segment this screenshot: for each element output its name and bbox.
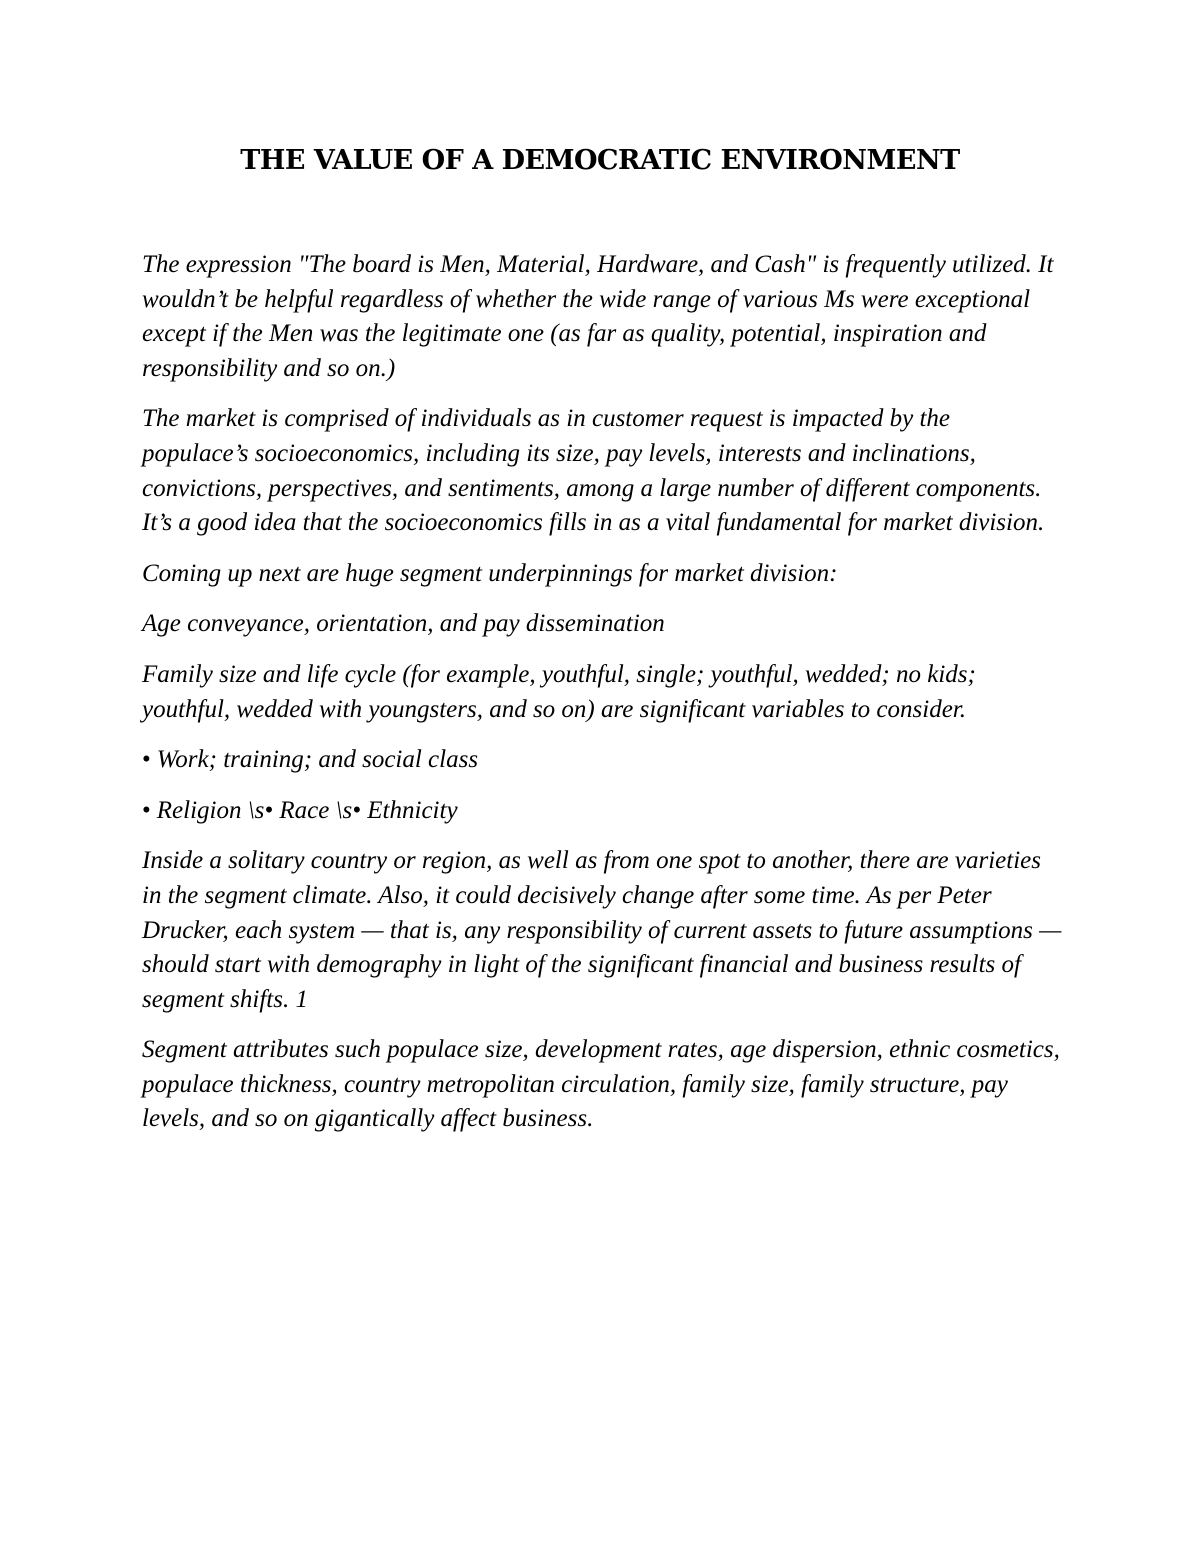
document-body (142, 248, 1062, 1153)
bullet-item-work (142, 743, 1062, 778)
bullet-text: Work; training; and social class (156, 746, 479, 774)
bullet-text: Religion \s• Race \s• Ethnicity (156, 796, 458, 824)
paragraph-age: Age conveyance, orientation, and pay dissemination (142, 610, 665, 638)
bullet-item-religion (142, 794, 1062, 829)
paragraph-segment-intro: Coming up next are huge segment underpinnings for market division: (142, 559, 838, 587)
paragraph-family: Family size and life cycle (for example, youthful, single; youthful, wedded; no kids; youthful, wedded with youngsters, and so on) are significant variables to consider. (142, 660, 976, 723)
paragraph-intro: The expression "The board is Men, Material, Hardware, and Cash" is frequently utilized. It wouldn’t be helpful regardless of whether the wide range of various Ms were exceptional except if the Men was the legitimate one (as far as quality, potential, inspiration and responsibility and so on.) (142, 251, 1054, 382)
document-title: THE VALUE OF A DEMOCRATIC ENVIRONMENT (240, 145, 960, 176)
paragraph-market: The market is comprised of individuals as in customer request is impacted by the populace’s socioeconomics, including its size, pay levels, interests and inclinations, convictions, perspectives, and sentiments, among a large number of different components. It’s a good idea that the socioeconomics fills in as a vital fundamental for market division. (142, 405, 1045, 537)
paragraph-attributes: Segment attributes such populace size, development rates, age dispersion, ethnic cosmetics, populace thickness, country metropolitan circulation, family size, family structure, pay levels, and so on gigantically affect business. (142, 1036, 1060, 1133)
bullet-icon: • (142, 746, 151, 774)
paragraph-drucker: Inside a solitary country or region, as well as from one spot to another, there are varieties in the segment climate. Also, it could decisively change after some time. As per Peter Drucker, each system — that is, any responsibility of current assets to future assumptions — should start with demography in light of the significant financial and business results of segment shifts. 1 (142, 847, 1062, 1013)
bullet-icon: • (142, 796, 151, 824)
